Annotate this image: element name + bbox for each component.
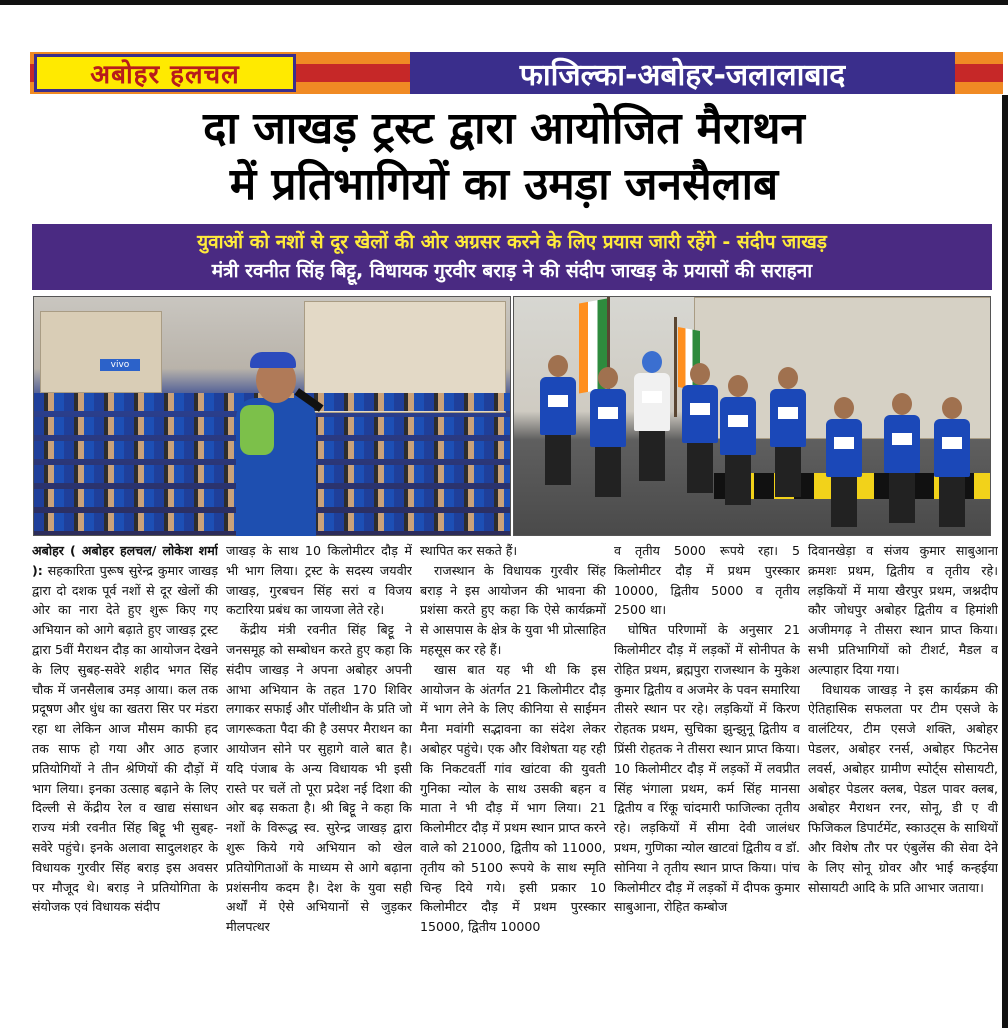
top-border	[0, 0, 1008, 5]
article-column-4	[614, 541, 800, 1025]
runner-figure	[634, 351, 670, 481]
article-column-1	[32, 541, 218, 1025]
article-column-5	[808, 541, 998, 1025]
article-body	[32, 541, 1000, 1025]
speaker-cap	[250, 352, 296, 368]
article-paragraph: दिवानखेड़ा व संजय कुमार साबुआना क्रमशः प्रथम, द्वितीय व तृतीय रहे। लड़कियों में माया खैरपुर प्रथम, जश्नदीप कौर जोधपुर अबोहर द्वितीय व हिमांशी अजीमगढ़ ने तीसरा स्थान प्राप्त किया। सभी प्रतिभागियों को टीशर्ट, मैडल व अल्पाहार दिया गया।	[808, 543, 998, 677]
runner-figure	[884, 393, 920, 523]
speaker-sleeve	[240, 405, 274, 455]
article-paragraph: विधायक जाखड़ ने इस कार्यक्रम की ऐतिहासिक सफलता पर टीम एसजे के वालंटियर, टीम एसजे शक्ति, अबोहर पेडलर, अबोहर रनर्स, अबोहर फिटनेस लवर्स, अबोहर ग्रामीण स्पोर्ट्स सोसायटी, अबोहर पेडलर क्लब, पेडल पावर क्लब, अबोहर मैराथन रनर, सोनू, डी ए वी फिजिकल डिपार्टमेंट, स्काउट्स के साथियों और विशेष तौर पर एंबुलेंस की सेवा देने के लिए सोनू ग्रोवर और भाई कन्हईया सोसायटी आदि के प्रति आभार जताया।	[808, 681, 998, 895]
article-paragraph: व तृतीय 5000 रूपये रहा। 5 किलोमीटर दौड़ में प्रथम पुरस्कार 10000, द्वितीय 5000 व तृतीय 2500 था।	[614, 543, 800, 618]
article-paragraph: घोषित परिणामों के अनुसार 21 किलोमीटर दौड़ में लड़कों में सोनीपत के रोहित प्रथम, ब्रह्मपुरा राजस्थान के मुकेश कुमार द्वितीय व अजमेर के पवन समारिया तीसरे स्थान पर रहे। लड़कियों में किरण रोहतक प्रथम, सुचिका झुन्झुनू द्वितीय व प्रिंसी रोहतक ने तीसरा स्थान प्राप्त किया। 10 किलोमीटर दौड़ में लड़कों में लवप्रीत सिंह भंगाला प्रथम, कर्म सिंह मानसा द्वितीय व रिंकू चांदमारी फाजिल्का तृतीय रहे। लड़कियों में सीमा देवी जालंधर प्रथम, गुणिका न्योल खाटवां द्वितीय व डॉ. सोनिया ने तृतीय स्थान प्राप्त किया। पांच किलोमीटर दौड़ में लड़कों में दीपक कुमार साबुआना, रोहित कम्बोज	[614, 622, 800, 915]
subheadline-line-1: युवाओं को नशों से दूर खेलों की ओर अग्रसर करने के लिए प्रयास जारी रहेंगे - संदीप जाखड़	[197, 231, 827, 253]
building-shape	[40, 311, 162, 393]
article-dateline: अबोहर ( अबोहर हलचल/ लोकेश शर्मा ):	[32, 543, 218, 578]
subheadline-box	[32, 224, 992, 290]
runner-figure	[682, 363, 718, 493]
article-paragraph: स्थापित कर सकते हैं।	[420, 543, 518, 558]
runner-figure	[826, 397, 862, 527]
subheadline-line-2: मंत्री रवनीत सिंह बिट्टू, विधायक गुरवीर बराड़ ने की संदीप जाखड़ के प्रयासों की सराहना	[211, 260, 813, 282]
runner-figure	[590, 367, 626, 497]
region-label: फाजिल्का-अबोहर-जलालाबाद	[410, 52, 955, 94]
vivo-sign: vivo	[100, 359, 140, 371]
article-paragraph: केंद्रीय मंत्री रवनीत सिंह बिट्टू ने जनसमूह को सम्बोधन करते हुए कहा कि संदीप जाखड़ ने अपना अबोहर अपनी आभा अभियान के तहत 170 शिविर लगाकर सफाई और पॉलीथीन के प्रति जो जागरूकता पैदा की है उसपर मैराथन का आयोजन सोने पर सुहागे वाले बात है। यदि पंजाब के अन्य विधायक भी इसी रास्ते पर चलें तो पूरा प्रदेश नई दिशा की ओर बढ़ सकता है। श्री बिट्टू ने कहा कि नशों के विरूद्ध स्व. सुरेन्द्र जाखड़ द्वारा शुरू किये गये अभियान को खेल प्रतियोगिताओं के माध्यम से आगे बढ़ाना प्रशंसनीय कदम है। देश के युवा सही अर्थों में ऐसे अभियानों से जुड़कर मीलपत्थर	[226, 622, 412, 935]
article-paragraph: खास बात यह भी थी कि इस आयोजन के अंतर्गत 21 किलोमीटर दौड़ में भाग लेने के लिए कीनिया से साईमन मैना मवांगी सद्भावना का संदेश लेकर अबोहर पहुंचे। एक और विशेषता यह रही कि निकटवर्ती गांव खांटवा की युवती गुनिका न्योल के साथ उसकी बहन व माता ने भी दौड़ में भाग लिया। 21 किलोमीटर दौड़ में प्रथम स्थान प्राप्त करने वाले को 21000, द्वितीय को 11000, तृतीय को 5100 रूपये के साथ स्मृति चिन्ह दिये गये। इसी प्रकार 10 किलोमीटर दौड़ में प्रथम पुरस्कार 15000, द्वितीय 10000	[420, 661, 606, 935]
headline-line-2: में प्रतिभागियों का उमड़ा जनसैलाब	[229, 159, 779, 210]
header-stripes-right	[955, 52, 1003, 94]
section-label: अबोहर हलचल	[34, 54, 296, 92]
runner-figure	[934, 397, 970, 527]
article-paragraph: सहकारिता पुरूष सुरेन्द्र कुमार जाखड़ द्वारा दो दशक पूर्व नशों से दूर खेलों की ओर का नारा देते हुए शुरू किए गए अभियान को आगे बढ़ाते हुए जाखड़ ट्रस्ट द्वारा 5वीं मैराथन दौड़ का आयोजन देखने के लिए सुबह-सवेरे शहीद भगत सिंह चौक में जनसैलाब उमड़ आया। कल तक प्रदूषण और धुंध का खतरा सिर पर मंडरा रहा था लेकिन आज मौसम काफी हद तक साफ हो गया और आठ हजार प्रतियोगियों ने तीन श्रेणियों की दौड़ों में भाग लिया। इनका उत्साह बढ़ाने के लिए दिल्ली से केंद्रीय रेल व खाद्य संसाधन राज्य मंत्री रवनीत सिंह बिट्टू भी सुबह-सवेरे पहुंचे। इनके अलावा सादुलशहर के विधायक गुरवीर सिंह बराड़ इस अवसर पर मौजूद थे। बराड़ ने प्रतियोगिता के संयोजक एवं विधायक संदीप	[32, 562, 218, 915]
photo-runners	[513, 296, 991, 536]
article-paragraph: जाखड़ के साथ 10 किलोमीटर दौड़ में भी भाग लिया। ट्रस्ट के सदस्य जयवीर जाखड़, गुरबचन सिंह सरां व विजय कटारिया प्रबंध का जायजा लेते रहे।	[226, 543, 412, 618]
article-paragraph: राजस्थान के विधायक गुरवीर सिंह बराड़ ने इस आयोजन की भावना की प्रशंसा करते हुए कहा कि ऐसे कार्यक्रमों से आसपास के क्षेत्र के युवा भी प्रोत्साहित महसूस कर रहे हैं।	[420, 562, 606, 657]
headline-line-1: दा जाखड़ ट्रस्ट द्वारा आयोजित मैराथन	[203, 103, 805, 154]
article-column-2	[226, 541, 412, 1025]
runner-figure	[720, 375, 756, 505]
runner-figure	[540, 355, 576, 485]
article-column-3	[420, 541, 606, 1025]
right-border	[1002, 95, 1008, 1028]
flag-pole	[674, 317, 677, 417]
runner-figure	[770, 367, 806, 497]
